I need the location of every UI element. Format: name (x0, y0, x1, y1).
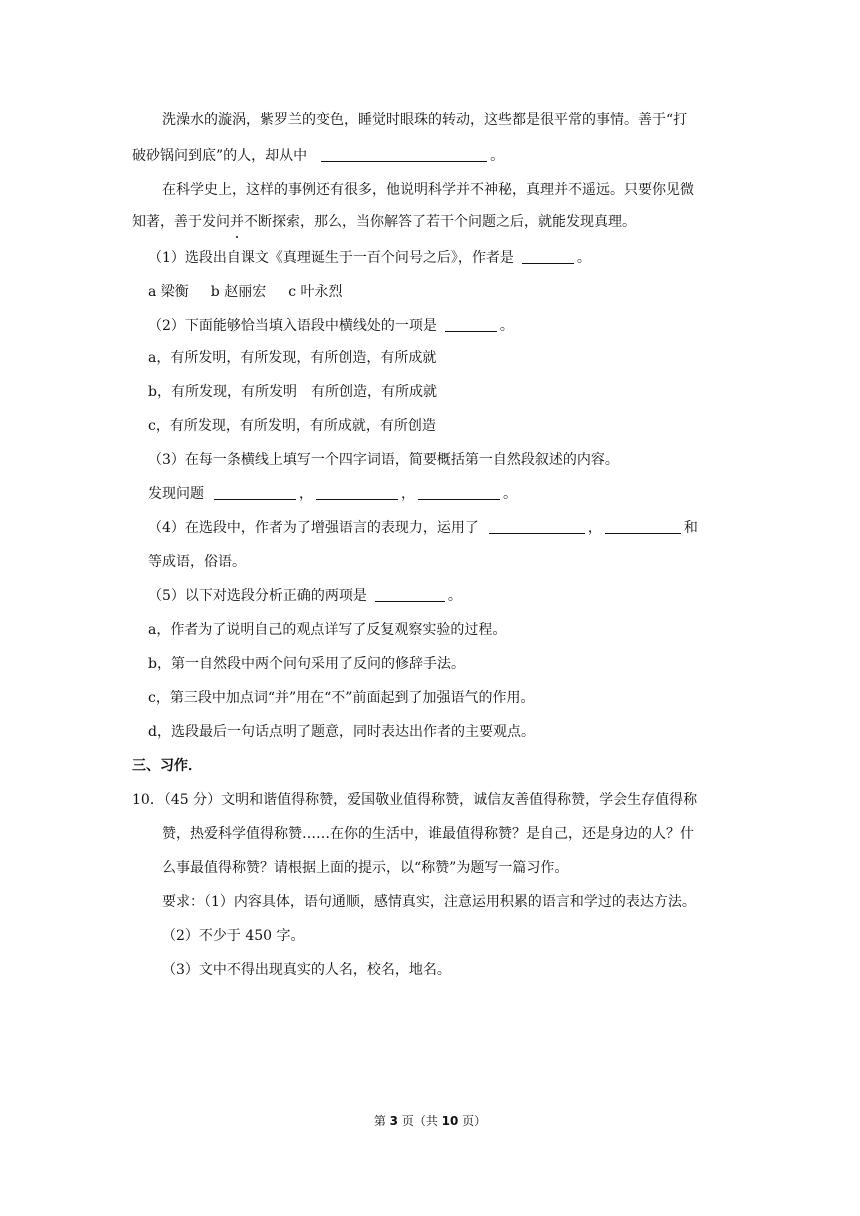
question-4 (148, 518, 698, 538)
question-1-options (148, 282, 343, 302)
passage-p2-line1: 在科学史上，这样的事例还有很多，他说明科学并不神秘，真理并不遥远。只要你见微 (162, 182, 694, 198)
passage-p1-line2 (132, 146, 504, 166)
footer-prefix: 第 (373, 1114, 390, 1128)
punctuation: ， (299, 486, 313, 502)
emphasis-dotted-word: 并 (230, 214, 244, 230)
answer-blank[interactable] (489, 518, 585, 534)
question-3-fill-prefix: 发现问题 (148, 486, 204, 502)
question-3-fill (148, 484, 517, 504)
option-b: b 赵丽宏 (210, 284, 267, 300)
question-5-option-a: a，作者为了说明自己的观点详写了反复观察实验的过程。 (148, 622, 507, 638)
passage-p1-line2-text: 破砂锅问到底”的人，却从中 (132, 148, 308, 164)
question-2 (148, 316, 514, 336)
passage-p1-line1: 洗澡水的漩涡，紫罗兰的变色，睡觉时眼珠的转动，这些都是很平常的事情。善于“打 (162, 112, 688, 128)
question-5-option-b: b，第一自然段中两个问句采用了反问的修辞手法。 (148, 656, 465, 672)
punctuation: ， (401, 486, 415, 502)
question-3: （3）在每一条横线上填写一个四字词语，简要概括第一自然段叙述的内容。 (148, 452, 619, 468)
answer-blank[interactable] (214, 484, 296, 500)
answer-blank[interactable] (605, 518, 681, 534)
answer-blank[interactable] (418, 484, 500, 500)
option-c: c 叶永烈 (288, 284, 343, 300)
page-footer (0, 1112, 860, 1130)
page-total: 10 (441, 1114, 459, 1128)
question-4-continued: 等成语，俗语。 (148, 554, 246, 570)
question-2-text: （2）下面能够恰当填入语段中横线处的一项是 (148, 318, 437, 334)
passage-p2-line2 (132, 212, 636, 232)
punctuation: 。 (576, 250, 591, 266)
punctuation: 。 (447, 588, 462, 604)
question-5 (148, 586, 462, 606)
punctuation: 。 (503, 486, 517, 502)
question-1-text: （1）选段出自课文《真理诞生于一百个问号之后》，作者是 (148, 250, 514, 266)
option-a: a 梁衡 (148, 284, 189, 300)
punctuation: ， (587, 520, 602, 536)
page-number: 3 (389, 1114, 398, 1128)
question-5-option-d: d，选段最后一句话点明了题意，同时表达出作者的主要观点。 (148, 724, 535, 740)
answer-blank[interactable] (522, 248, 574, 264)
footer-middle: 页（共 (398, 1114, 442, 1128)
answer-blank[interactable] (445, 316, 497, 332)
passage-p2-line2-text: 知著，善于发问 (132, 214, 230, 230)
question-2-option-c: c，有所发现，有所发明，有所成就，有所创造 (148, 418, 436, 434)
question-10-line2: 赞，热爱科学值得称赞……在你的生活中，谁最值得称赞？是自己，还是身边的人？什 (162, 826, 694, 842)
question-4-text: （4）在选段中，作者为了增强语言的表现力，运用了 (148, 520, 479, 536)
requirement-1: 要求：（1）内容具体，语句通顺，感情真实，注意运用积累的语言和学过的表达方法。 (162, 894, 696, 910)
passage-p2-line2-rest: 不断探索，那么，当你解答了若干个问题之后，就能发现真理。 (244, 214, 636, 230)
question-2-option-a: a，有所发明，有所发现，有所创造，有所成就 (148, 350, 437, 366)
answer-blank[interactable] (375, 586, 445, 602)
question-4-connector: 和 (683, 520, 698, 536)
question-10-line3: 么事最值得称赞？请根据上面的提示，以“称赞”为题写一篇习作。 (162, 860, 569, 876)
requirement-3: （3）文中不得出现真实的人名，校名，地名。 (162, 962, 451, 978)
question-1 (148, 248, 591, 268)
question-5-text: （5）以下对选段分析正确的两项是 (148, 588, 367, 604)
question-10-line1: 10．（45 分）文明和谐值得称赞，爱国敬业值得称赞，诚信友善值得称赞，学会生存值得称 (132, 792, 698, 808)
footer-suffix: 页） (458, 1114, 487, 1128)
requirement-2: （2）不少于 450 字。 (162, 928, 305, 944)
question-2-option-b: b，有所发现，有所发明 有所创造，有所成就 (148, 384, 437, 400)
question-5-option-c: c，第三段中加点词“并”用在“不”前面起到了加强语气的作用。 (148, 690, 535, 706)
answer-blank[interactable] (321, 146, 487, 162)
section-3-heading: 三、习作． (132, 758, 202, 774)
answer-blank[interactable] (316, 484, 398, 500)
punctuation: 。 (490, 148, 505, 164)
punctuation: 。 (499, 318, 514, 334)
